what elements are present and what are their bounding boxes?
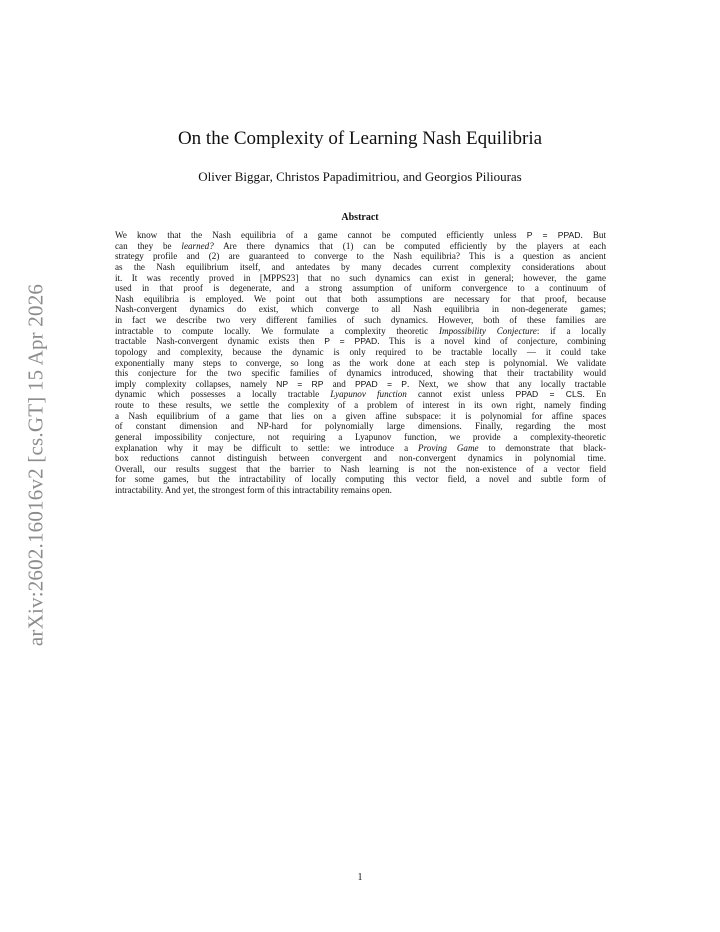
paper-title: On the Complexity of Learning Nash Equilibria [177, 128, 543, 149]
abstract-line: strategy profile and (2) are guaranteed to converge to the Nash equilibria? This is a question as ancient [115, 251, 606, 262]
paper-authors: Oliver Biggar, Christos Papadimitriou, and Georgios Piliouras [198, 169, 522, 184]
abstract-line: a Nash equilibrium of a game that lies on a given affine subspace: it is polynomial for affine spaces [115, 410, 606, 421]
emphasized-term: Impossibility Conjecture [438, 325, 537, 336]
abstract-line: Nash-convergent dynamics do exist, which converge to all Nash equilibria in non-degenerate games; [115, 304, 606, 315]
abstract-line: used in that proof is degenerate, and a strong assumption of uniform convergence to a continuum of [115, 283, 606, 294]
complexity-class-formula: PPAD = P [354, 378, 408, 389]
abstract-line: this conjecture for the two specific families of dynamics introduced, showing that their tractability would [115, 368, 606, 379]
abstract-line: it. It was recently proved in [MPPS23] that no such dynamics can exist in general; however, the game [115, 272, 606, 283]
abstract-line: exponentially many steps to converge, so long as the work done at each step is polynomial. We validate [115, 357, 606, 368]
emphasized-term: Proving Game [418, 442, 479, 453]
abstract-line: imply complexity collapses, namely NP = RP and PPAD = P. Next, we show that any locally tractable [115, 378, 606, 389]
abstract-line: Overall, our results suggest that the barrier to Nash learning is not the non-existence of a vector field [115, 463, 606, 474]
abstract-line: general impossibility conjecture, not requiring a Lyapunov function, we provide a complexity-theoretic [115, 431, 606, 442]
abstract-line: for some games, but the intractability of locally computing this vector field, a novel and subtle form of [115, 474, 606, 485]
abstract-line: We know that the Nash equilibria of a game cannot be computed efficiently unless P = PPAD. But [115, 230, 606, 240]
arxiv-identifier-stamp: arXiv:2602.16016v2 [cs.GT] 15 Apr 2026 [23, 283, 48, 647]
complexity-class-formula: PPAD = CLS [515, 389, 583, 400]
abstract-line: dynamic which possesses a locally tractable Lyapunov function cannot exist unless PPAD = CLS. En [115, 389, 607, 400]
abstract-line: intractable to compute locally. We formulate a complexity theoretic Impossibility Conjecture: if a locally [115, 325, 606, 336]
complexity-class-formula: P = PPAD [324, 336, 378, 347]
complexity-class-formula: NP = RP [276, 378, 324, 389]
abstract-line: box reductions cannot distinguish between convergent and non-convergent dynamics in polynomial time. [115, 453, 606, 464]
abstract-line: intractability. And yet, the strongest form of this intractability remains open. [115, 485, 392, 495]
page-number: 1 [357, 872, 363, 883]
abstract-line: of constant dimension and NP-hard for polynomially large dimensions. Finally, regarding the most [115, 421, 606, 432]
emphasized-term: Lyapunov function [330, 389, 407, 400]
emphasized-term: learned? [181, 240, 214, 251]
complexity-class-formula: P = PPAD [526, 230, 581, 240]
abstract-line: tractable Nash-convergent dynamic exists then P = PPAD. This is a novel kind of conjecture, combining [115, 336, 606, 347]
abstract-line: as the Nash equilibrium itself, and antedates by many decades current complexity considerations about [115, 261, 606, 272]
abstract-body [115, 230, 606, 496]
abstract-line: in fact we describe two very different families of such dynamics. However, both of these families are [115, 315, 606, 325]
abstract-line: Nash equilibria is employed. We point out that both assumptions are necessary for that proof, because [115, 293, 606, 304]
abstract-heading: Abstract [341, 212, 379, 223]
abstract-line: topology and complexity, because the dynamic is only required to be tractable locally — it could take [115, 346, 606, 357]
abstract-line: explanation why it may be difficult to settle: we introduce a Proving Game to demonstrate that black- [115, 442, 606, 453]
abstract-line: can they be learned? Are there dynamics that (1) can be computed efficiently by the players at each [115, 240, 606, 251]
abstract-line: route to these results, we settle the complexity of a problem of interest in its own right, namely finding [115, 400, 606, 410]
